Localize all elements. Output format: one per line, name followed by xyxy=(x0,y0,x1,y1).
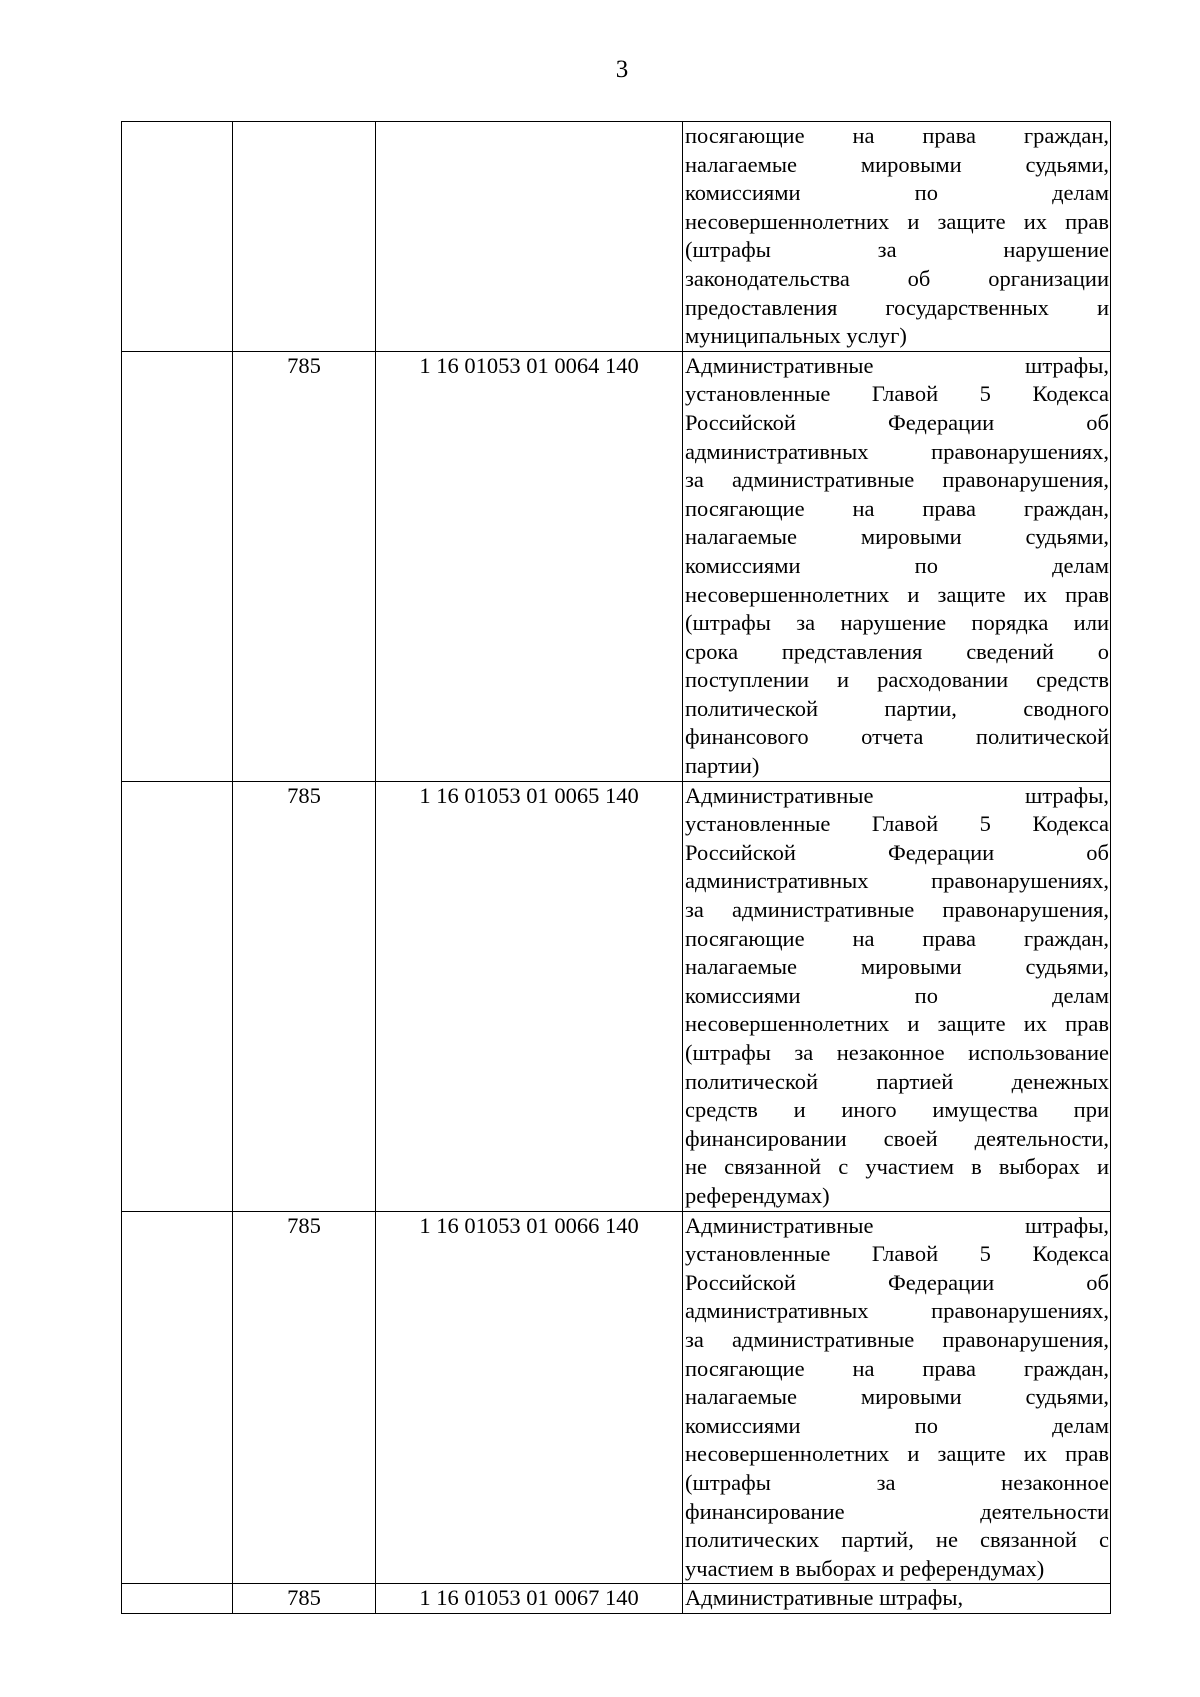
table-row xyxy=(122,122,1111,352)
administrator-code-cell xyxy=(233,122,376,352)
description-line: налагаемые мировыми судьями, xyxy=(685,524,1109,550)
description-line: поступлении и расходовании средств xyxy=(685,667,1109,693)
description-line: Административные штрафы, xyxy=(685,782,1109,808)
description-text xyxy=(683,1584,1110,1613)
table-row xyxy=(122,781,1111,1211)
description-line: административных правонарушениях, xyxy=(685,1298,1109,1324)
description-line: административных правонарушениях, xyxy=(685,438,1109,464)
description-line: несовершеннолетних и защите их прав xyxy=(685,1441,1109,1467)
description-line: референдумах) xyxy=(685,1182,830,1208)
description-text xyxy=(683,352,1110,781)
description-text xyxy=(683,122,1110,351)
description-line: Российской Федерации об xyxy=(685,1269,1109,1295)
description-line: законодательства об организации xyxy=(685,265,1109,291)
description-line: (штрафы за нарушение xyxy=(685,237,1109,263)
description-line: Российской Федерации об xyxy=(685,409,1109,435)
description-line: посягающие на права граждан, xyxy=(685,495,1109,521)
description-line: посягающие на права граждан, xyxy=(685,925,1109,951)
description-line: за административные правонарушения, xyxy=(685,897,1109,923)
administrator-code-cell: 785 xyxy=(233,1584,376,1614)
description-line: (штрафы за незаконное использование xyxy=(685,1040,1109,1065)
description-line: Административные штрафы, xyxy=(685,1212,1109,1238)
description-line: административных правонарушениях, xyxy=(685,868,1109,894)
budget-classification-code-cell: 1 16 01053 01 0064 140 xyxy=(376,351,683,781)
description-line: Административные штрафы, xyxy=(685,1585,964,1611)
description-line: (штрафы за нарушение порядка или xyxy=(685,610,1109,636)
description-line: муниципальных услуг) xyxy=(685,323,907,349)
description-line: налагаемые мировыми судьями, xyxy=(685,1384,1109,1410)
description-text xyxy=(683,1212,1110,1584)
description-line: средств и иного имущества при xyxy=(685,1097,1109,1123)
description-line: комиссиями по делам xyxy=(685,982,1109,1008)
description-line: (штрафы за незаконное xyxy=(685,1469,1109,1495)
description-line: налагаемые мировыми судьями, xyxy=(685,954,1109,980)
budget-codes-table xyxy=(121,121,1111,1614)
description-line: участием в выборах и референдумах) xyxy=(685,1555,1045,1581)
description-line: комиссиями по делам xyxy=(685,1412,1109,1438)
budget-classification-code-cell: 1 16 01053 01 0067 140 xyxy=(376,1584,683,1614)
description-line: за административные правонарушения, xyxy=(685,1326,1109,1352)
description-line: несовершеннолетних и защите их прав xyxy=(685,1011,1109,1037)
budget-classification-code-cell: 1 16 01053 01 0066 140 xyxy=(376,1211,683,1584)
description-line: за административные правонарушения, xyxy=(685,467,1109,493)
empty-cell xyxy=(122,351,233,781)
budget-classification-code-cell xyxy=(376,122,683,352)
budget-classification-code-cell: 1 16 01053 01 0065 140 xyxy=(376,781,683,1211)
administrator-code-cell: 785 xyxy=(233,781,376,1211)
table-row xyxy=(122,1211,1111,1584)
description-line: посягающие на права граждан, xyxy=(685,1355,1109,1381)
administrator-code-cell: 785 xyxy=(233,1211,376,1584)
description-line: финансировании своей деятельности, xyxy=(685,1125,1109,1151)
description-line: комиссиями по делам xyxy=(685,552,1109,578)
table-row xyxy=(122,351,1111,781)
description-line: срока представления сведений о xyxy=(685,638,1109,664)
page-number: 3 xyxy=(615,56,629,83)
description-cell xyxy=(683,1584,1111,1614)
description-line: посягающие на права граждан, xyxy=(685,123,1109,148)
description-line: не связанной с участием в выборах и xyxy=(685,1154,1109,1180)
description-line: несовершеннолетних и защите их прав xyxy=(685,581,1109,607)
description-line: финансирование деятельности xyxy=(685,1498,1109,1524)
empty-cell xyxy=(122,1211,233,1584)
description-line: установленные Главой 5 Кодекса xyxy=(685,1241,1109,1267)
description-cell xyxy=(683,781,1111,1211)
empty-cell xyxy=(122,781,233,1211)
description-line: налагаемые мировыми судьями, xyxy=(685,151,1109,177)
description-text xyxy=(683,782,1110,1211)
description-line: предоставления государственных и xyxy=(685,294,1109,320)
empty-cell xyxy=(122,122,233,352)
description-line: финансового отчета политической xyxy=(685,724,1109,750)
description-line: Административные штрафы, xyxy=(685,352,1109,378)
empty-cell xyxy=(122,1584,233,1614)
table-row xyxy=(122,1584,1111,1614)
description-line: партии) xyxy=(685,753,760,779)
description-cell xyxy=(683,351,1111,781)
description-cell xyxy=(683,1211,1111,1584)
table-body xyxy=(122,122,1111,1614)
description-cell xyxy=(683,122,1111,352)
description-line: Российской Федерации об xyxy=(685,839,1109,865)
description-line: установленные Главой 5 Кодекса xyxy=(685,811,1109,837)
description-line: политической партии, сводного xyxy=(685,695,1109,721)
description-line: политической партией денежных xyxy=(685,1068,1109,1094)
description-line: политических партий, не связанной с xyxy=(685,1527,1109,1553)
administrator-code-cell: 785 xyxy=(233,351,376,781)
description-line: установленные Главой 5 Кодекса xyxy=(685,381,1109,407)
description-line: несовершеннолетних и защите их прав xyxy=(685,208,1109,234)
description-line: комиссиями по делам xyxy=(685,180,1109,206)
